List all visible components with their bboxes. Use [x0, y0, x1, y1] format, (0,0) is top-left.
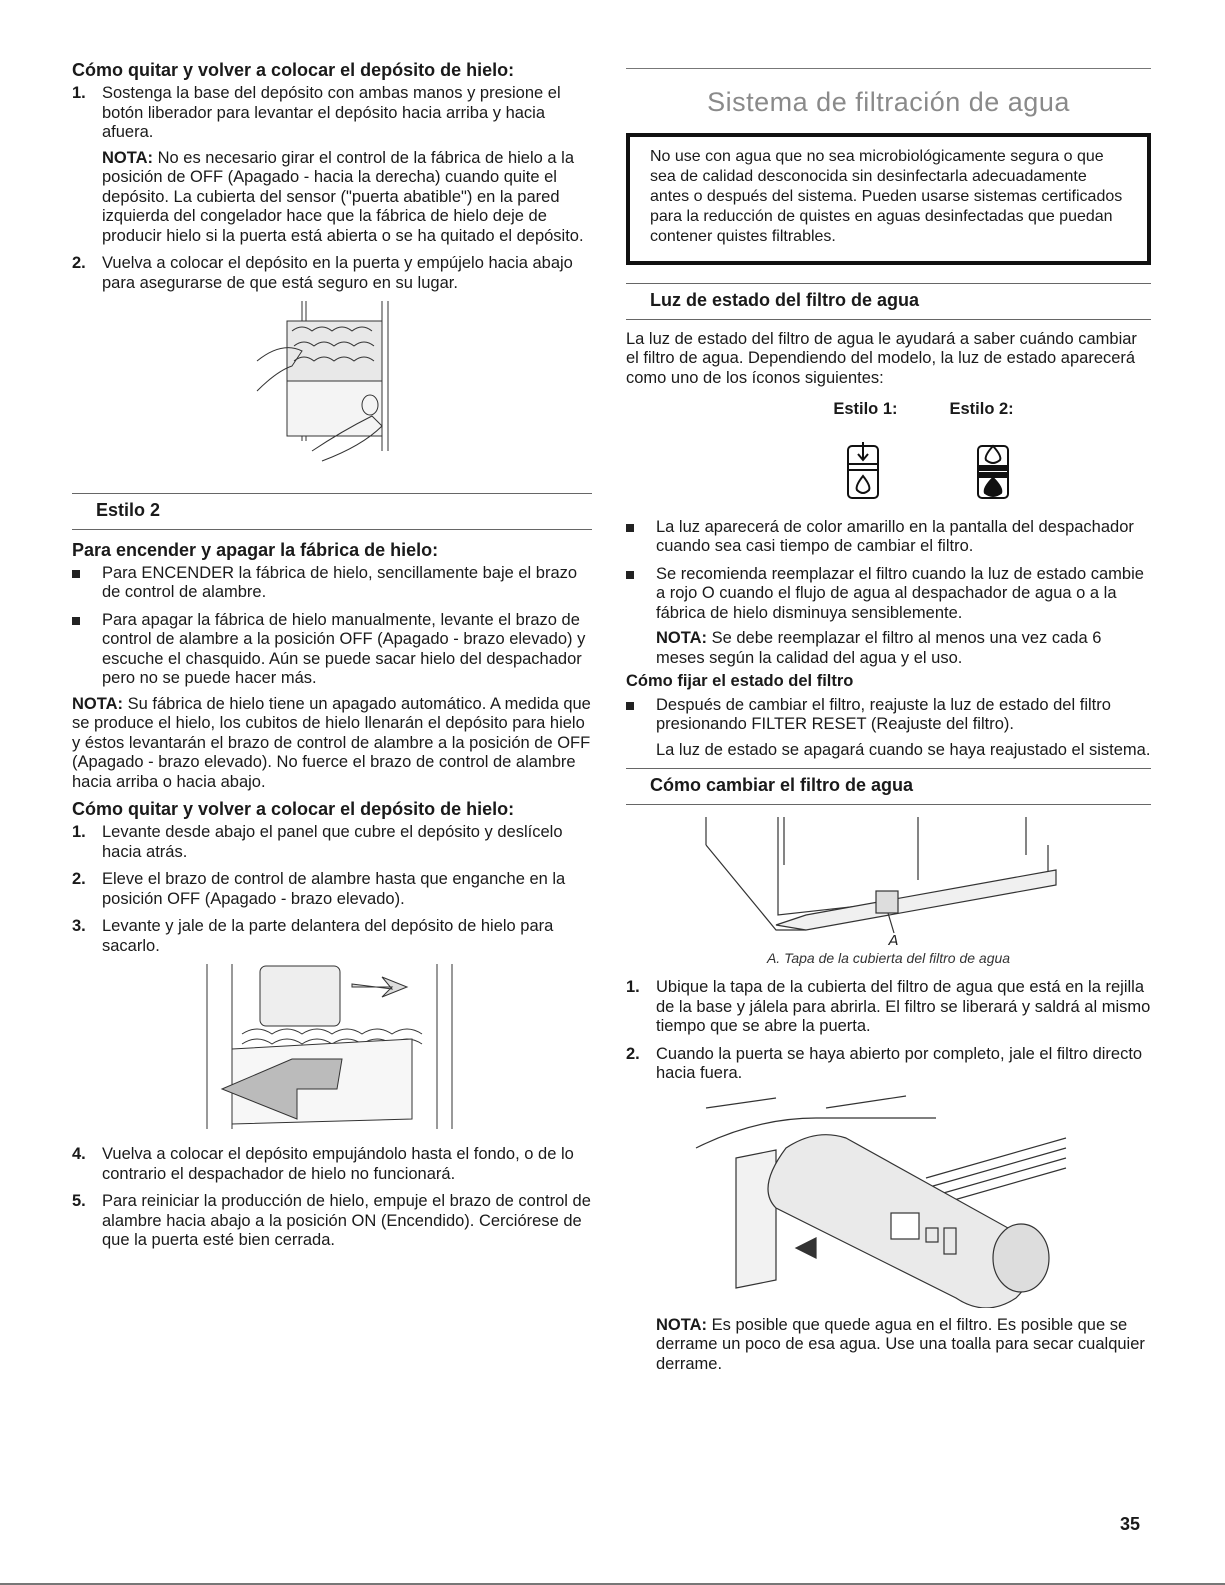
remove-bin-steps-3 — [72, 1145, 592, 1251]
bullet-text: Se recomienda reemplazar el filtro cuando la luz de estado cambie a rojo O cuando el flujo de agua al despachador de agua o a la fábrica de hielo disminuya sensiblemente. — [656, 564, 1144, 622]
step-text: Para reiniciar la producción de hielo, empuje el brazo de control de alambre hacia abajo a la posición ON (Encendido). Cerciórese de que la puerta esté bien cerrada. — [102, 1192, 591, 1249]
list-item — [626, 1045, 1151, 1084]
list-item — [72, 564, 592, 603]
style-2-label: Estilo 2 — [72, 493, 592, 530]
bullet-text: Para ENCENDER la fábrica de hielo, sencillamente baje el brazo de control de alambre. — [102, 563, 578, 601]
filter-removal-illustration — [626, 1088, 1151, 1308]
figure-label-a: A — [888, 932, 899, 945]
step-number: 1. — [72, 84, 86, 102]
note — [102, 149, 592, 247]
warning-box: No use con agua que no sea microbiológicamente segura o que sea de calidad desconocida sin desinfectarla adecuadamente antes o después del sistema. Pueden usarse sistemas certificados para la reducción de quistes en aguas desinfectadas que puedan contener quistes filtrables. — [626, 133, 1151, 265]
reset-bullets — [626, 696, 1151, 761]
list-item — [72, 84, 592, 246]
section-heading-remove-bin: Cómo quitar y volver a colocar el depósito de hielo: — [72, 60, 515, 80]
step-text: Cuando la puerta se haya abierto por completo, jale el filtro directo hacia fuera. — [656, 1044, 1143, 1082]
step-number: 2. — [626, 1044, 640, 1063]
figure-caption: A. Tapa de la cubierta del filtro de agua — [766, 949, 1011, 966]
note-label: NOTA: — [102, 148, 154, 167]
note-label: NOTA: — [656, 629, 708, 647]
list-item — [72, 1192, 592, 1251]
ice-bin-removal-illustration — [72, 964, 592, 1139]
list-item — [626, 565, 1151, 669]
status-light-heading: Luz de estado del filtro de agua — [626, 283, 1151, 320]
style-labels — [696, 400, 1151, 420]
ice-bin-door-illustration — [72, 301, 592, 471]
filter-removal-drawing — [626, 1088, 1151, 1308]
left-column — [72, 60, 592, 1259]
step-number: 2. — [72, 254, 86, 272]
status-intro: La luz de estado del filtro de agua le ayudará a saber cuándo cambiar el filtro de agua. Dependiendo del modelo, la luz de estado aparecerá como uno de los íconos siguientes: — [626, 329, 1137, 387]
list-item — [626, 696, 1151, 761]
bullet-text: Para apagar la fábrica de hielo manualmente, levante el brazo de control de alambre a la posición OFF (Apagado - brazo elevado) y escuche el chasquido. Aún se puede sacar hielo del despachador pero no se puede hacer más. — [102, 610, 586, 687]
reset-after-text: La luz de estado se apagará cuando se haya reajustado el sistema. — [656, 740, 1151, 759]
bullet-text: Después de cambiar el filtro, reajuste la luz de estado del filtro presionando FILTER RESET (Reajuste del filtro). — [656, 695, 1111, 733]
list-item — [72, 611, 592, 689]
style-2-label: Estilo 2: — [949, 400, 1014, 418]
ice-bin-removal-drawing — [72, 964, 592, 1139]
bullet-square — [72, 617, 80, 625]
step-number: 1. — [626, 978, 640, 996]
note-text: Es posible que quede agua en el filtro. Es posible que se derrame un poco de esa agua. Use una toalla para secar cualquier derrame. — [656, 1315, 1145, 1373]
right-column — [626, 68, 1151, 1374]
remove-bin-steps — [72, 84, 592, 293]
step-text: Ubique la tapa de la cubierta del filtro de agua que está en la rejilla de la base y jálela para abrirla. El filtro se liberará y saldrá al mismo tiempo que se abre la puerta. — [656, 978, 1151, 1035]
list-item — [626, 978, 1151, 1037]
bullet-square — [626, 524, 634, 532]
status-icons — [704, 440, 1151, 502]
bullet-square — [626, 702, 634, 710]
step-text: Vuelva a colocar el depósito en la puerta y empújelo hacia abajo para asegurarse de que está seguro en su lugar. — [102, 254, 573, 292]
list-item — [72, 823, 592, 862]
page-number: 35 — [1120, 1514, 1141, 1534]
reset-heading: Cómo fijar el estado del filtro — [626, 672, 854, 690]
list-item — [72, 917, 592, 956]
list-item — [72, 1145, 592, 1184]
note-label: NOTA: — [656, 1315, 708, 1334]
change-filter-steps — [626, 978, 1151, 1084]
step-text: Levante desde abajo el panel que cubre el depósito y deslícelo hacia atrás. — [102, 823, 563, 861]
step-number: 1. — [72, 823, 86, 841]
filter-cover-illustration — [626, 805, 1151, 945]
step-text: Levante y jale de la parte delantera del depósito de hielo para sacarlo. — [102, 917, 554, 955]
filter-status-style-2-icon — [976, 440, 1010, 502]
ice-maker-toggle-bullets — [72, 564, 592, 689]
note-label: NOTA: — [72, 694, 124, 713]
note — [656, 629, 1151, 668]
step-text: Eleve el brazo de control de alambre hasta que enganche en la posición OFF (Apagado - brazo elevado). — [102, 870, 566, 908]
note-text: No es necesario girar el control de la fábrica de hielo a la posición de OFF (Apagado - hacia la derecha) cuando quite el depósito. La cubierta del sensor ("puerta abatible") en la pared izquierda del congelador hace que la fábrica de hielo deje de producir hielo si la puerta está abierta o se ha quitado el depósito. — [102, 148, 584, 245]
list-item — [72, 870, 592, 909]
bullet-text: La luz aparecerá de color amarillo en la pantalla del despachador cuando sea casi tiempo de cambiar el filtro. — [656, 517, 1134, 555]
section-heading-ice-maker-toggle: Para encender y apagar la fábrica de hielo: — [72, 539, 439, 560]
note — [72, 695, 592, 793]
step-number: 2. — [72, 870, 86, 888]
ice-bin-drawing — [72, 301, 592, 471]
filter-status-style-1-icon — [846, 440, 880, 502]
note-text: Su fábrica de hielo tiene un apagado automático. A medida que se produce el hielo, los cubitos de hielo llenarán el depósito para hielo y éstos levantarán el brazo de control de alambre a la posición de OFF (Apagado - brazo elevado). No fuerce el brazo de control de alambre hacia arriba o hacia abajo. — [72, 694, 591, 791]
note — [626, 1316, 1151, 1375]
step-number: 4. — [72, 1145, 86, 1163]
status-bullets — [626, 518, 1151, 669]
step-number: 5. — [72, 1192, 86, 1210]
section-heading-remove-bin-2: Cómo quitar y volver a colocar el depósito de hielo: — [72, 799, 515, 819]
change-filter-heading: Cómo cambiar el filtro de agua — [626, 768, 1151, 805]
step-text: Vuelva a colocar el depósito empujándolo hasta el fondo, o de lo contrario el despachador de hielo no funcionará. — [102, 1145, 574, 1183]
note-text: Se debe reemplazar el filtro al menos una vez cada 6 meses según la calidad del agua y el uso. — [656, 629, 1102, 667]
list-item — [72, 254, 592, 293]
remove-bin-steps-2 — [72, 823, 592, 956]
page-title: Sistema de filtración de agua — [626, 68, 1151, 117]
list-item — [626, 518, 1151, 557]
bullet-square — [72, 570, 80, 578]
filter-cover-drawing — [626, 805, 1151, 945]
style-1-label: Estilo 1: — [833, 400, 898, 418]
bullet-square — [626, 571, 634, 579]
step-number: 3. — [72, 917, 86, 935]
step-text: Sostenga la base del depósito con ambas manos y presione el botón liberador para levantar el depósito hacia arriba y hacia afuera. — [102, 84, 561, 141]
